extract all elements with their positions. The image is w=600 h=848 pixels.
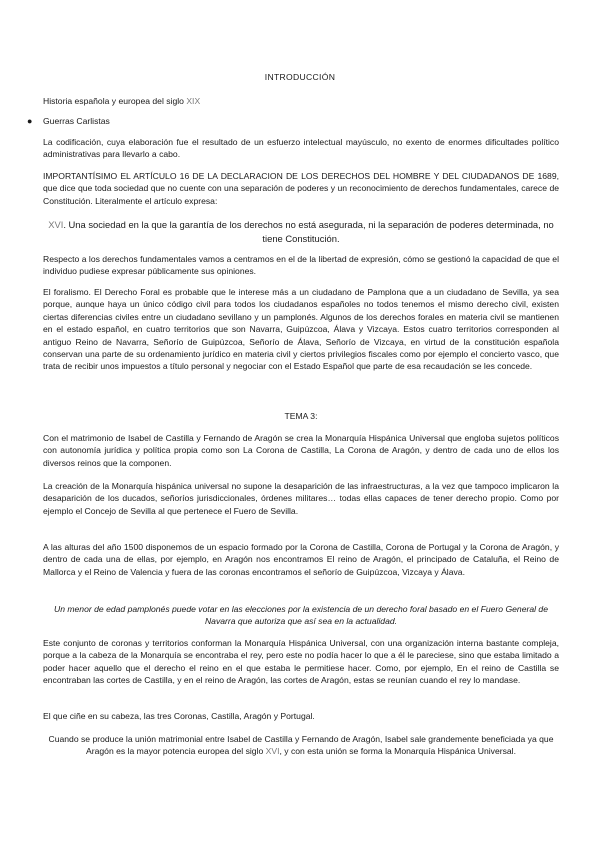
quote-article-number: XVI [48, 219, 64, 230]
quote-article-xvi [43, 218, 559, 245]
subtitle [43, 95, 559, 107]
paragraph-tres-coronas: El que ciñe en su cabeza, las tres Coronas, Castilla, Aragón y Portugal. [43, 711, 315, 721]
paragraph-creacion-monarquia: La creación de la Monarquía hispánica universal no supone la desaparición de las infraestructuras, a la vez que tampoco implicaron la desaparición de los ducados, señoríos jurisdiccionales, órdenes militares… todas ellas capaces de tener derecho propio. Como por ejemplo el Concejo de Sevilla al que pertenece el Fuero de Sevilla. [43, 481, 559, 516]
paragraph-libertad-expresion: Respecto a los derechos fundamentales vamos a centramos en el de la libertad de expresión, cómo se gestionó la capacidad de que el individuo pudiese expresar públicamente sus opiniones. [43, 254, 559, 277]
paragraph-union-matrimonial [43, 733, 559, 758]
paragraph-articulo-16: IMPORTANTÍSIMO EL ARTÍCULO 16 DE LA DECLARACION DE LOS DERECHOS DEL HOMBRE Y DEL CIUDADANOS DE 1689, que dice que toda sociedad que no cuente con una separación de poderes y un reconocimiento de derechos fundamentales, carece de Constitución. Literalmente el artículo expresa: [43, 171, 559, 206]
union-text-start: Cuando se produce la unión matrimonial entre Isabel de Castilla y Fernando de Aragón, Isabel sale grandemente beneficiada ya que Aragón es la mayor potencia europea del siglo [48, 734, 554, 757]
paragraph-codificacion: La codificación, cuya elaboración fue el resultado de un esfuerzo intelectual mayúsculo, no exento de enormes dificultades político administrativas para llevarlo a cabo. [43, 137, 559, 160]
paragraph-matrimonio: Con el matrimonio de Isabel de Castilla y Fernando de Aragón se crea la Monarquía Hispánica Universal que engloba sujetos políticos con autonomía jurídica y política propia como son La Corona de Castilla, La Corona de Aragón, y dentro de cada uno de ellos los diversos reinos que la componen. [43, 433, 559, 468]
paragraph-menor-pamplones: Un menor de edad pamplonés puede votar en las elecciones por la existencia de un derecho foral basado en el Fuero General de Navarra que autoriza que así sea en la actualidad. [54, 604, 548, 627]
bullet-dot-icon: ● [27, 116, 33, 126]
paragraph-foralismo: El foralismo. El Derecho Foral es probable que le interese más a un ciudadano de Pamplona que a un ciudadano de Sevilla, ya sea porque, aunque haya un único código civil para todos los ciudadanos españoles no todos tenemos el mismo derecho civil, existen ciertas diferencias civiles entre un ciudadano sevillano y un pamplonés. Algunos de los derechos forales en materia civil se mantienen en el estado español, en cuatro territorios que son Navarra, Guipúzcoa, Álava y Vizcaya. Estos cuatro territorios corresponden al antiguo Reino de Navarra, Señorío de Guipúzcoa, Señorío de Álava, Señorío de Vizcaya, en virtud de la constitución española conservan una parte de su ordenamiento jurídico en materia civil y ciertos privilegios fiscales como por ejemplo el concierto vasco, que trata de recibir unos impuestos a título personal y negociar con el Estado Español que parte de esa recaudación se les concede. [43, 287, 559, 372]
union-text-end: , y con esta unión se forma la Monarquía Hispánica Universal. [279, 746, 516, 757]
quote-text: . Una sociedad en la que la garantía de los derechos no está asegurada, ni la separación de poderes determinada, no tiene Constitución. [63, 219, 554, 244]
bullet-item: Guerras Carlistas [43, 116, 110, 126]
subtitle-century: XIX [186, 96, 201, 106]
section-heading-tema-3: TEMA 3: [284, 411, 318, 421]
paragraph-ano-1500: A las alturas del año 1500 disponemos de un espacio formado por la Corona de Castilla, Corona de Portugal y la Corona de Aragón, y dentro de cada una de ellas, por ejemplo, en Aragón nos encontramos El reino de Aragón, el principado de Cataluña, el Reino de Mallorca y el Reino de Valencia y fuera de las coronas encontramos el señorío de Guipúzcoa, Vizcaya y Álava. [43, 542, 559, 577]
union-century: XVI [265, 746, 280, 757]
page-title: INTRODUCCIÓN [264, 72, 336, 82]
subtitle-text: Historia española y europea del siglo [43, 96, 187, 106]
paragraph-conjunto-coronas: Este conjunto de coronas y territorios conforman la Monarquía Hispánica Universal, con una organización interna bastante compleja, porque a la cabeza de la Monarquía se encontraba el rey, pero este no podía hacer lo que a él le pareciese, sino que estaba limitado a poder hacer aquello que el derecho el reino en el que estaba le permitiese hacer. Como, por ejemplo, En el reino de Castilla se encontraban las cortes de Castilla, y en el reino de Aragón, las cortes de Aragón, estas se reunían cuando el rey lo mandase. [43, 638, 559, 686]
